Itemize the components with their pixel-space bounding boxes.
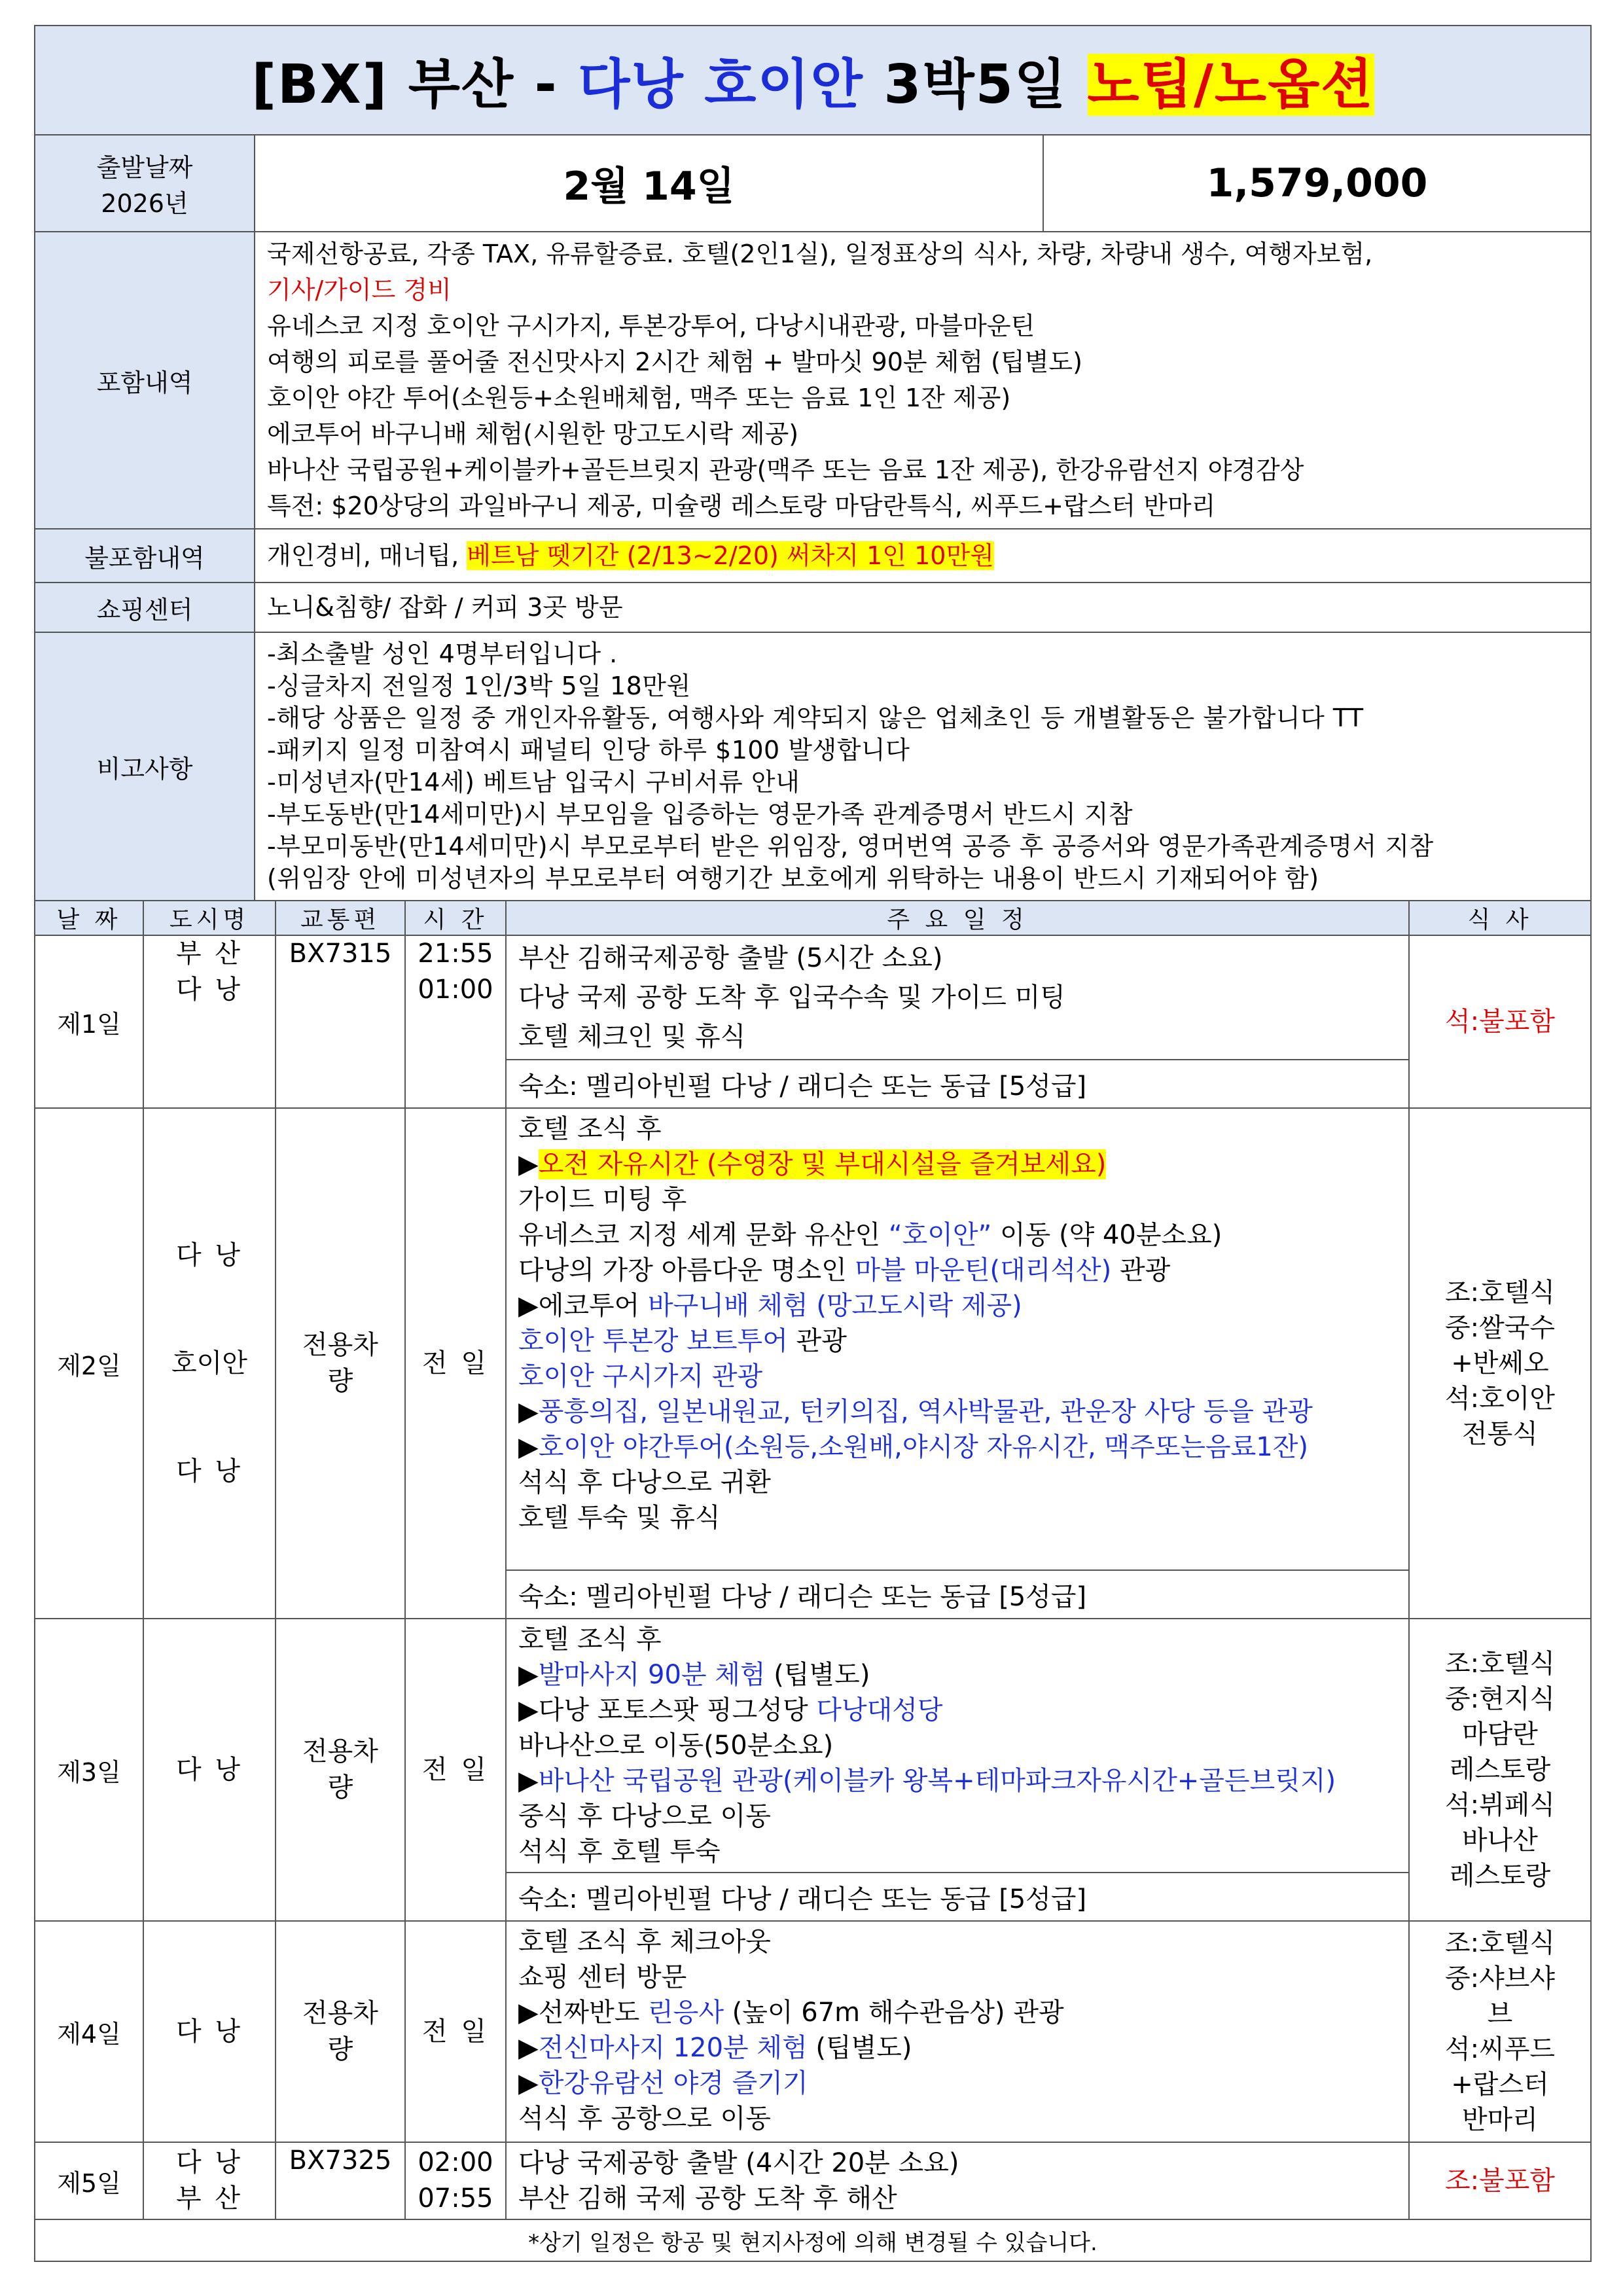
arrow-icon: ▶ bbox=[518, 1766, 539, 1796]
meal-line: 바나산 bbox=[1462, 1825, 1538, 1856]
schedule-line bbox=[518, 1693, 1397, 1728]
text-part: ▶선짜반도 bbox=[518, 1998, 649, 2028]
excluded-label: 불포함내역 bbox=[35, 529, 255, 583]
schedule-line bbox=[518, 1394, 1397, 1429]
arrow-icon: ▶ bbox=[518, 2033, 539, 2063]
arrow-icon: ▶ bbox=[518, 2068, 539, 2098]
meal-line: 조:호텔식 bbox=[1444, 1649, 1556, 1679]
day5-city bbox=[143, 2142, 276, 2219]
day4-row bbox=[35, 1921, 1591, 2142]
included-list bbox=[255, 232, 1591, 529]
day2-schedule bbox=[506, 1108, 1409, 1570]
schedule-line: 호텔 조식 후 체크아웃 bbox=[518, 1927, 771, 1957]
meal-line: 브 bbox=[1487, 1999, 1513, 2029]
departure-date: 2월 14일 bbox=[255, 135, 1043, 232]
arrow-icon: ▶ bbox=[518, 1149, 539, 1179]
schedule-line: 쇼핑 센터 방문 bbox=[518, 1962, 687, 1992]
text-part: 관광 bbox=[787, 1326, 847, 1356]
meal-line: +랍스터 bbox=[1451, 2070, 1549, 2100]
text-part: 풍흥의집, 일본내원교, 턴키의집, 역사박물관, 관운장 사당 등을 관광 bbox=[538, 1397, 1313, 1427]
text-part: ▶다낭 포토스팟 핑그성당 bbox=[518, 1695, 817, 1725]
schedule-line: 호이안 구시가지 관광 bbox=[518, 1361, 763, 1391]
time-value: 02:00 bbox=[418, 2147, 493, 2178]
day3-time: 전 일 bbox=[405, 1619, 506, 1921]
day5-label: 제5일 bbox=[35, 2142, 143, 2219]
meal-line: 석:씨푸드 bbox=[1444, 2034, 1556, 2064]
day3-transport: 전용차량 bbox=[276, 1619, 405, 1921]
text-part: 한강유람선 야경 즐기기 bbox=[538, 2068, 808, 2098]
text-part: 바나산 국립공원 관광(케이블카 왕복+테마파크자유시간+골든브릿지) bbox=[538, 1766, 1336, 1796]
footer-note: *상기 일정은 항공 및 현지사정에 의해 변경될 수 있습니다. bbox=[35, 2219, 1591, 2261]
day1-hotel: 숙소: 멜리아빈펄 다낭 / 래디슨 또는 동급 [5성급] bbox=[506, 1060, 1409, 1108]
day1-label: 제1일 bbox=[35, 935, 143, 1108]
schedule-line: 중식 후 다낭으로 이동 bbox=[518, 1801, 771, 1831]
day2-transport: 전용차량 bbox=[276, 1108, 405, 1619]
itinerary-sheet bbox=[34, 25, 1590, 2262]
day3-schedule bbox=[506, 1619, 1409, 1873]
meal-line: 석:호이안 bbox=[1444, 1384, 1556, 1414]
day5-schedule bbox=[506, 2142, 1409, 2219]
meal-line: 조:호텔식 bbox=[1444, 1278, 1556, 1308]
text-part: 다낭의 가장 아름다운 명소인 bbox=[518, 1255, 855, 1285]
highlight-text: 오전 자유시간 (수영장 및 부대시설을 즐겨보세요) bbox=[538, 1149, 1107, 1179]
text-part: (높이 67m 해수관음상) 관광 bbox=[723, 1998, 1064, 2028]
included-line: 유네스코 지정 호이안 구시가지, 투본강투어, 다낭시내관광, 마블마운틴 bbox=[267, 312, 1035, 340]
included-line: 국제선항공료, 각종 TAX, 유류할증료. 호텔(2인1실), 일정표상의 식사, 차량, 차량내 생수, 여행자보험, bbox=[267, 240, 1373, 268]
included-line: 에코투어 바구니배 체험(시원한 망고도시락 제공) bbox=[267, 420, 799, 448]
day2-label: 제2일 bbox=[35, 1108, 143, 1619]
text-part: 다낭대성당 bbox=[816, 1695, 943, 1725]
meal-line: 중:샤브샤 bbox=[1444, 1964, 1556, 1994]
header-city: 도시명 bbox=[143, 901, 276, 935]
schedule-line bbox=[518, 1995, 1397, 2030]
day2-time: 전 일 bbox=[405, 1108, 506, 1619]
included-line: 기사/가이드 경비 bbox=[267, 276, 452, 304]
header-time: 시 간 bbox=[405, 901, 506, 935]
notes-list bbox=[255, 632, 1591, 901]
text-part: 호이안 야간투어(소원등,소원배,야시장 자유시간, 맥주또는음료1잔) bbox=[538, 1432, 1308, 1462]
day4-meal bbox=[1409, 1921, 1591, 2142]
day1-flight: BX7315 bbox=[276, 935, 405, 1108]
meal-line: 레스토랑 bbox=[1449, 1861, 1551, 1891]
arrow-icon: ▶ bbox=[518, 1397, 539, 1427]
info-table bbox=[34, 25, 1592, 901]
day5-meal: 조:불포함 bbox=[1409, 2142, 1591, 2219]
included-line: 여행의 피로를 풀어줄 전신맛사지 2시간 체험 + 발마싯 90분 체험 (팁별도) bbox=[267, 348, 1082, 376]
schedule-line bbox=[518, 2066, 1397, 2101]
schedule-line: 가이드 미팅 후 bbox=[518, 1185, 687, 1215]
meal-line: 조:호텔식 bbox=[1444, 1928, 1556, 1958]
day5-row bbox=[35, 2142, 1591, 2219]
arrow-icon: ▶ bbox=[518, 1660, 539, 1690]
meal-line: 석:뷔페식 bbox=[1444, 1790, 1556, 1820]
header-meal: 식 사 bbox=[1409, 901, 1591, 935]
day2-hotel: 숙소: 멜리아빈펄 다낭 / 래디슨 또는 동급 [5성급] bbox=[506, 1570, 1409, 1619]
shopping-text: 노니&침향/ 잡화 / 커피 3곳 방문 bbox=[255, 583, 1591, 632]
header-transport: 교통편 bbox=[276, 901, 405, 935]
city-name: 다 낭 bbox=[176, 1240, 243, 1270]
meal-line: 전통식 bbox=[1462, 1419, 1538, 1449]
included-line: 호이안 야간 투어(소원등+소원배체험, 맥주 또는 음료 1인 1잔 제공) bbox=[267, 384, 1011, 412]
time-value: 21:55 bbox=[418, 939, 493, 969]
day4-schedule bbox=[506, 1921, 1409, 2142]
city-name: 다 낭 bbox=[176, 2147, 243, 2178]
header-date: 날 짜 bbox=[35, 901, 143, 935]
day1-schedule bbox=[506, 935, 1409, 1060]
text-part: 호이안 투본강 보트투어 bbox=[518, 1326, 788, 1356]
day5-time bbox=[405, 2142, 506, 2219]
city-name: 부 산 bbox=[176, 939, 243, 969]
meal-line: 중:현지식 bbox=[1444, 1684, 1556, 1714]
day2-row bbox=[35, 1108, 1591, 1570]
time-value: 01:00 bbox=[418, 975, 493, 1005]
day1-meal: 석:불포함 bbox=[1409, 935, 1591, 1108]
excluded-plain: 개인경비, 매너팁, bbox=[267, 541, 467, 570]
schedule-line: 호텔 조식 후 bbox=[518, 1624, 662, 1655]
text-part: 린응사 bbox=[648, 1998, 724, 2028]
departure-label bbox=[35, 135, 255, 232]
header-schedule: 주 요 일 정 bbox=[506, 901, 1409, 935]
schedule-line: 석식 후 다낭으로 귀환 bbox=[518, 1467, 771, 1498]
text-part: (팁별도) bbox=[765, 1660, 870, 1690]
schedule-line: 호텔 투숙 및 휴식 bbox=[518, 1503, 721, 1533]
day3-row bbox=[35, 1619, 1591, 1873]
note-line: -부도동반(만14세미만)시 부모임을 입증하는 영문가족 관계증명서 반드시 지참 bbox=[267, 800, 1133, 829]
meal-line: 반마리 bbox=[1462, 2105, 1538, 2135]
shopping-label: 쇼핑센터 bbox=[35, 583, 255, 632]
schedule-line bbox=[518, 1657, 1397, 1693]
text-part: 관광 bbox=[1111, 1255, 1171, 1285]
schedule-line: 다낭 국제 공항 도착 후 입국수속 및 가이드 미팅 bbox=[518, 982, 1065, 1013]
text-part: (팁별도) bbox=[807, 2033, 912, 2063]
city-name: 부 산 bbox=[176, 2183, 243, 2214]
schedule-line: 석식 후 공항으로 이동 bbox=[518, 2104, 771, 2134]
title-route: [BX] 부산 - bbox=[251, 54, 579, 116]
day4-label: 제4일 bbox=[35, 1921, 143, 2142]
departure-label-line1: 출발날짜 bbox=[96, 153, 193, 182]
excluded-text bbox=[255, 529, 1591, 583]
text-part: ▶에코투어 bbox=[518, 1291, 649, 1321]
title-badge: 노팁/노옵션 bbox=[1087, 54, 1374, 116]
city-name: 다 낭 bbox=[176, 1456, 243, 1486]
day3-city: 다 낭 bbox=[143, 1619, 276, 1921]
schedule-line: 호텔 조식 후 bbox=[518, 1114, 662, 1144]
schedule-line bbox=[518, 1763, 1397, 1799]
included-line: 특전: $20상당의 과일바구니 제공, 미슐랭 레스토랑 마담란특식, 씨푸드+랍스터 반마리 bbox=[267, 492, 1216, 520]
city-name: 다 낭 bbox=[176, 975, 243, 1005]
schedule-line: 부산 김해국제공항 출발 (5시간 소요) bbox=[518, 943, 943, 973]
title-destination: 다낭 호이안 bbox=[578, 54, 864, 116]
text-part: 발마사지 90분 체험 bbox=[538, 1660, 766, 1690]
text-part: 전신마사지 120분 체험 bbox=[538, 2033, 808, 2063]
note-line: -부모미동반(만14세미만)시 부모로부터 받은 위임장, 영머번역 공증 후 공증서와 영문가족관계증명서 지참 bbox=[267, 832, 1434, 861]
meal-line: 중:쌀국수 bbox=[1444, 1313, 1556, 1343]
schedule-table bbox=[34, 900, 1592, 2262]
excluded-highlight: 베트남 뗏기간 (2/13~2/20) 써차지 1인 10만원 bbox=[467, 541, 994, 570]
day4-city: 다 낭 bbox=[143, 1921, 276, 2142]
text-part: “호이안” bbox=[888, 1220, 992, 1250]
included-label: 포함내역 bbox=[35, 232, 255, 529]
schedule-line bbox=[518, 2030, 1397, 2066]
title-duration: 3박5일 bbox=[863, 54, 1088, 116]
day3-meal bbox=[1409, 1619, 1591, 1921]
schedule-line: 바나산으로 이동(50분소요) bbox=[518, 1731, 834, 1761]
schedule-line bbox=[518, 1429, 1397, 1465]
day2-city bbox=[143, 1108, 276, 1619]
day1-time bbox=[405, 935, 506, 1108]
day3-hotel: 숙소: 멜리아빈펄 다낭 / 래디슨 또는 동급 [5성급] bbox=[506, 1873, 1409, 1921]
note-line: -패키지 일정 미참여시 패널티 인당 하루 $100 발생합니다 bbox=[267, 736, 910, 764]
arrow-icon: ▶ bbox=[518, 1432, 539, 1462]
schedule-line: 호텔 체크인 및 휴식 bbox=[518, 1022, 746, 1052]
day1-city bbox=[143, 935, 276, 1108]
schedule-line: 다낭 국제공항 출발 (4시간 20분 소요) bbox=[518, 2148, 959, 2178]
day2-meal bbox=[1409, 1108, 1591, 1619]
schedule-line bbox=[518, 1147, 1397, 1182]
day4-time: 전 일 bbox=[405, 1921, 506, 2142]
note-line: -최소출발 성인 4명부터입니다 . bbox=[267, 639, 618, 668]
meal-line: 마담란 bbox=[1462, 1719, 1538, 1749]
note-line: -해당 상품은 일정 중 개인자유활동, 여행사와 계약되지 않은 업체초인 등 개별활동은 불가합니다 TT bbox=[267, 704, 1364, 732]
day3-label: 제3일 bbox=[35, 1619, 143, 1921]
text-part: 이동 (약 40분소요) bbox=[991, 1220, 1222, 1250]
text-part: 마블 마운틴(대리석산) bbox=[855, 1255, 1112, 1285]
included-line: 바나산 국립공원+케이블카+골든브릿지 관광(맥주 또는 음료 1잔 제공), 한강유람선지 야경감상 bbox=[267, 456, 1304, 484]
schedule-header bbox=[35, 901, 1591, 935]
schedule-line bbox=[518, 1253, 1397, 1288]
schedule-line: 부산 김해 국제 공항 도착 후 해산 bbox=[518, 2183, 897, 2214]
schedule-line bbox=[518, 1323, 1397, 1359]
time-value: 07:55 bbox=[418, 2183, 493, 2214]
text-part: 유네스코 지정 세계 문화 유산인 bbox=[518, 1220, 889, 1250]
city-name: 호이안 bbox=[171, 1348, 247, 1378]
schedule-line: 석식 후 호텔 투숙 bbox=[518, 1837, 721, 1867]
meal-line: +반쎄오 bbox=[1451, 1348, 1549, 1378]
day4-transport: 전용차량 bbox=[276, 1921, 405, 2142]
note-line: (위임장 안에 미성년자의 부모로부터 여행기간 보호에게 위탁하는 내용이 반드시 기재되어야 함) bbox=[267, 864, 1319, 893]
text-part: 바구니배 체험 (망고도시락 제공) bbox=[648, 1291, 1022, 1321]
note-line: -미성년자(만14세) 베트남 입국시 구비서류 안내 bbox=[267, 768, 800, 797]
notes-label: 비고사항 bbox=[35, 632, 255, 901]
meal-line: 레스토랑 bbox=[1449, 1755, 1551, 1785]
schedule-line bbox=[518, 1288, 1397, 1323]
schedule-line bbox=[518, 1217, 1397, 1253]
price: 1,579,000 bbox=[1043, 135, 1591, 232]
day1-row bbox=[35, 935, 1591, 1060]
note-line: -싱글차지 전일정 1인/3박 5일 18만원 bbox=[267, 672, 691, 700]
day5-flight: BX7325 bbox=[276, 2142, 405, 2219]
page-title bbox=[35, 26, 1591, 135]
departure-label-line2: 2026년 bbox=[101, 189, 188, 218]
